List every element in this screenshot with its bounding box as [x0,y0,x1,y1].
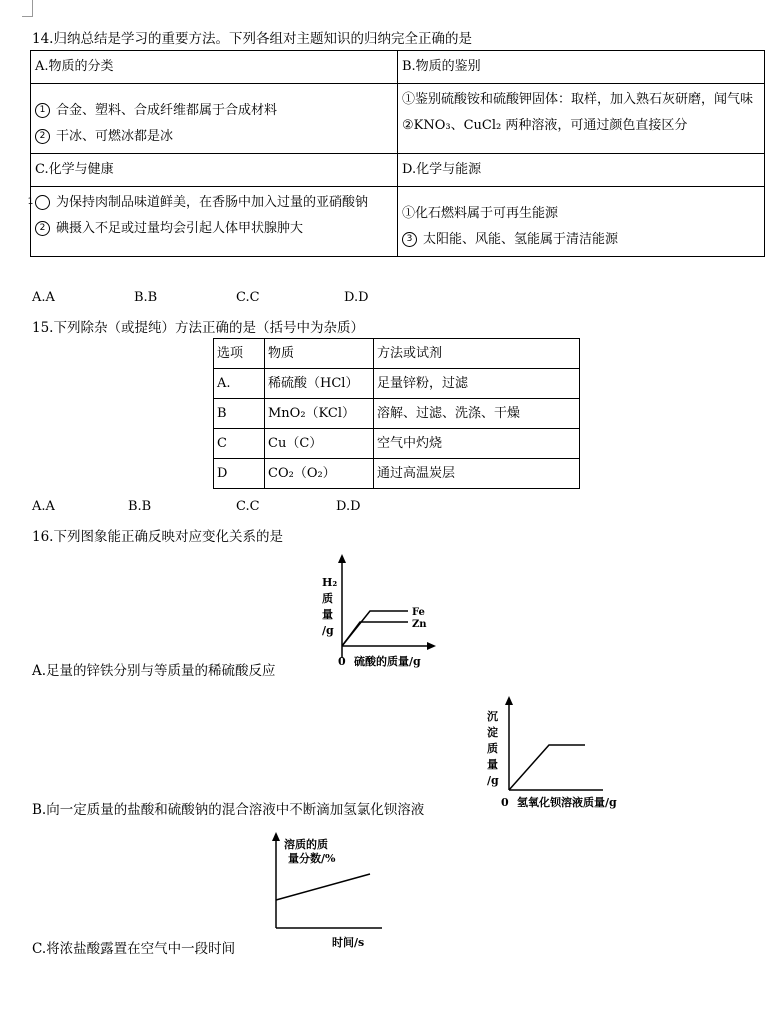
q15-row-c-option: C [214,429,265,459]
q14-d-title-cell [398,154,765,187]
graph-b-origin: 0 [501,796,509,809]
q14-a-2: 干冰、可燃冰都是冰 [56,129,174,144]
graph-a-ylabel-2: 质 [322,592,333,605]
q14-c-title: C.化学与健康 [35,162,114,177]
q14-stem: 14.归纳总结是学习的重要方法。下列各组对主题知识的归纳完全正确的是 [32,31,472,47]
q14-option-d: D.D [344,290,369,305]
q14-a-title: A.物质的分类 [35,59,114,74]
graph-a-ylabel-3: 量 [322,608,333,621]
q15-header-option: 选项 [214,339,265,369]
graph-c-ylabel-2: 量分数/% [288,852,336,865]
q15-row-a-option: A. [214,369,265,399]
q14-b-body [398,84,765,154]
graph-b-ylabel-1: 沉 [487,710,498,723]
circle-2-icon: 2 [35,221,50,236]
graph-c-xlabel: 时间/s [332,936,365,949]
q14-c-title-cell [31,154,398,187]
graph-c-line-mass-fraction [276,874,370,900]
q14-option-c: C.C [236,290,260,305]
q15-row-a-method: 足量锌粉，过滤 [374,369,580,399]
circle-2-icon: 2 [35,129,50,144]
q15-row-c-substance: Cu（C） [265,429,374,459]
circle-3-icon: 3 [402,232,417,247]
q14-d-1: ①化石燃料属于可再生能源 [402,206,559,221]
graph-a-series-zn: Zn [412,619,427,630]
q15-option-c: C.C [236,499,260,514]
graph-b-ylabel-3: 质 [487,742,498,755]
graph-a-x-arrow-icon [427,642,436,650]
q14-b-1: ①鉴别硫酸铵和硫酸钾固体：取样，加入熟石灰研磨，闻气味 [402,92,754,107]
graph-a-ylabel-1: H₂ [322,576,338,589]
q16-stem: 16.下列图象能正确反映对应变化关系的是 [32,529,283,545]
q15-header-method: 方法或试剂 [374,339,580,369]
q14-b-title: B.物质的鉴别 [402,59,481,74]
circle-1-icon: 1 [35,195,50,210]
q16-graph-b [483,694,643,812]
graph-a-ylabel-4: /g [322,624,334,637]
q14-b-title-cell [398,51,765,84]
q14-option-a: A.A [32,290,55,305]
q15-stem: 15.下列除杂（或提纯）方法正确的是（括号中为杂质） [32,320,364,336]
graph-a-series-fe: Fe [412,607,425,618]
q14-a-title-cell [31,51,398,84]
graph-a-y-arrow-icon [338,554,346,563]
page-corner-mark [22,0,33,17]
graph-c-ylabel-1: 溶质的质 [284,838,328,851]
q15-option-b: B.B [128,499,152,514]
q14-d-title: D.化学与能源 [402,162,482,177]
q16-c-caption: C.将浓盐酸露置在空气中一段时间 [32,941,236,957]
graph-b-y-arrow-icon [505,696,513,705]
q15-row-b-substance: MnO₂（KCl） [265,399,374,429]
q15-row-c-method: 空气中灼烧 [374,429,580,459]
graph-a-line-zn [342,622,408,646]
graph-a-line-fe [342,611,408,646]
q14-table [27,50,765,257]
q15-row-d-method: 通过高温炭层 [374,459,580,489]
q15-option-a: A.A [32,499,55,514]
q14-a-body [31,84,398,154]
circle-1-icon: 1 [35,103,50,118]
q15-row-b-option: B [214,399,265,429]
q14-c-2: 碘摄入不足或过量均会引起人体甲状腺肿大 [56,221,304,236]
q16-b-caption: B.向一定质量的盐酸和硫酸钠的混合溶液中不断滴加氢氯化钡溶液 [32,802,425,818]
q15-row-b-method: 溶解、过滤、洗涤、干燥 [374,399,580,429]
q14-b-2: ②KNO₃、CuCl₂ 两种溶液，可通过颜色直接区分 [402,118,688,133]
q15-row-d-option: D [214,459,265,489]
q14-option-b: B.B [134,290,158,305]
graph-b-ylabel-4: 量 [487,758,498,771]
graph-b-line-precipitate [509,745,585,790]
q16-a-caption: A.足量的锌铁分别与等质量的稀硫酸反应 [32,663,276,679]
q15-row-a-substance: 稀硫酸（HCl） [265,369,374,399]
q14-d-body [398,187,765,257]
graph-b-ylabel-5: /g [487,774,499,787]
graph-a-xlabel: 硫酸的质量/g [354,655,421,668]
q14-d-2: 太阳能、风能、氢能属于清洁能源 [423,232,619,247]
q14-c-1: 为保持肉制品味道鲜美，在香肠中加入过量的亚硝酸钠 [56,195,369,210]
q15-option-d: D.D [336,499,361,514]
q14-c-body [27,187,398,257]
graph-b-xlabel: 氢氧化钡溶液质量/g [517,796,617,809]
q16-graph-a [318,552,448,674]
graph-c-y-arrow-icon [272,832,280,841]
q15-header-substance: 物质 [265,339,374,369]
q15-table [213,338,580,489]
q14-a-1: 合金、塑料、合成纤维都属于合成材料 [56,103,278,118]
q16-graph-c [266,828,396,950]
graph-b-ylabel-2: 淀 [487,726,498,739]
graph-a-origin: 0 [338,655,346,668]
q15-row-d-substance: CO₂（O₂） [265,459,374,489]
